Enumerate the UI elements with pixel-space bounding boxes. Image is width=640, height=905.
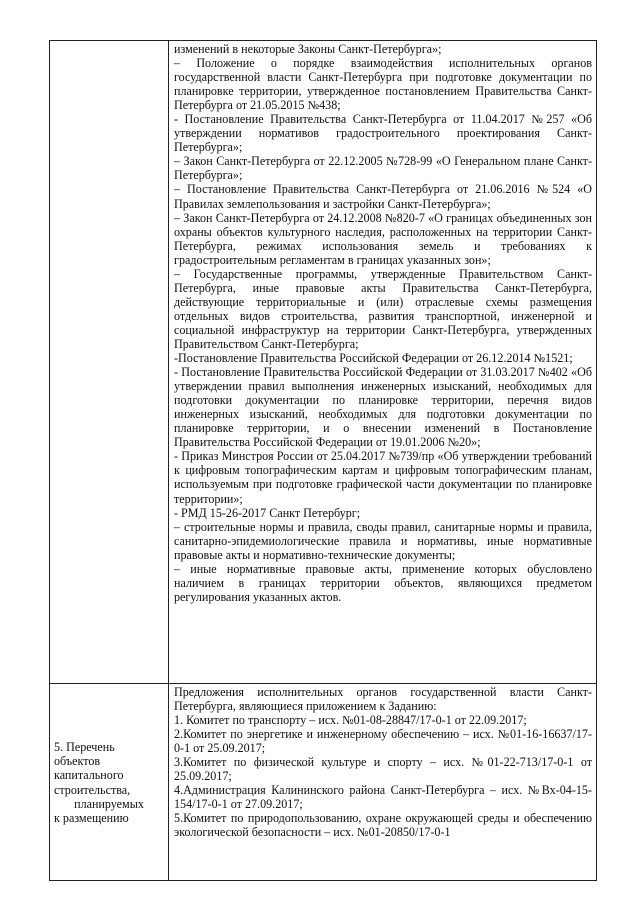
paragraph: – иные нормативные правовые акты, применение которых обусловлено наличием в границах территории объектов, являющихся предметом регулирования указанных актов. — [174, 561, 592, 604]
label-line: 5. Перечень — [54, 740, 115, 754]
label-line: объектов — [54, 754, 101, 769]
paragraph: 5.Комитет по природопользованию, охране окружающей среды и обеспечению экологической безопасности – исх. №01-20850/17-0-1 — [174, 811, 592, 840]
left-cell-empty — [50, 41, 169, 684]
section-label — [50, 684, 168, 825]
table-row — [50, 684, 597, 881]
paragraph: – Положение о порядке взаимодействия исполнительных органов государственной власти Санкт-Петербурга при подготовке документации по планировке территории, утвержденное постановлением Правительства Санкт-Петербурга от 21.05.2015 №438; — [174, 56, 592, 113]
label-line: к размещению — [54, 811, 129, 826]
paragraph: 1. Комитет по транспорту – исх. №01-08-28847/17-0-1 от 22.09.2017; — [174, 713, 527, 728]
label-line: капитального — [54, 768, 124, 783]
paragraph: – Закон Санкт-Петербурга от 22.12.2005 №728-99 «О Генеральном плане Санкт-Петербурга»; — [174, 154, 592, 183]
paragraph: 3.Комитет по физической культуре и спорту – исх. №01-22-713/17-0-1 от 25.09.2017; — [174, 755, 592, 784]
proposals-list — [169, 684, 596, 842]
paragraph: Предложения исполнительных органов государственной власти Санкт-Петербурга, являющиеся приложением к Заданию: — [174, 685, 592, 714]
paragraph: – Постановление Правительства Санкт-Петербурга от 21.06.2016 №524 «О Правилах землепользования и застройки Санкт-Петербурга»; — [174, 182, 592, 211]
table-row — [50, 41, 597, 684]
document-table — [49, 40, 597, 881]
paragraph: -Постановление Правительства Российской Федерации от 26.12.2014 №1521; — [174, 351, 573, 366]
section-label-cell — [50, 684, 169, 881]
label-line: строительства, — [54, 782, 131, 797]
label-line: планируемых — [74, 796, 144, 811]
paragraph: - Приказ Минстроя России от 25.04.2017 №739/пр «Об утверждении требований к цифровым топографическим картам и цифровым топографическим планам, используемым при подготовке графической части документации по планировке территории»; — [174, 449, 592, 506]
paragraph: 2.Комитет по энергетике и инженерному обеспечению – исх. №01-16-16637/17-0-1 от 25.09.2017; — [174, 727, 592, 756]
paragraph: – Государственные программы, утвержденные Правительством Санкт-Петербурга, иные правовые акты Правительства Санкт-Петербурга, действующие территориальные и (или) отраслевые схемы размещения отдельных видов строительства, развития транспортной, инженерной и социальной инфраструктур на территории Санкт-Петербурга, утвержденных Правительством Санкт-Петербурга; — [174, 266, 592, 351]
paragraph: 4.Администрация Калининского района Санкт-Петербурга – исх. №Вх-04-15-154/17-0-1 от 27.09.2017; — [174, 783, 592, 812]
regulations-cell — [169, 41, 597, 684]
paragraph: – строительные нормы и правила, своды правил, санитарные нормы и правила, санитарно-эпидемиологические правила и нормативы, иные нормативные правовые акты и нормативно-технические документы; — [174, 519, 592, 562]
regulations-list — [169, 41, 596, 606]
paragraph: - Постановление Правительства Санкт-Петербурга от 11.04.2017 №257 «Об утверждении нормативов градостроительного проектирования Санкт-Петербурга»; — [174, 112, 592, 155]
paragraph: изменений в некоторые Законы Санкт-Петербурга»; — [174, 42, 442, 56]
paragraph: – Закон Санкт-Петербурга от 24.12.2008 №820-7 «О границах объединенных зон охраны объектов культурного наследия, расположенных на территории Санкт-Петербурга, режимах использования земель и требованиях к градостроительным регламентам в границах указанных зон»; — [174, 210, 592, 267]
paragraph: - Постановление Правительства Российской Федерации от 31.03.2017 №402 «Об утверждении правил выполнения инженерных изысканий, необходимых для подготовки документации по планировке территории, перечня видов инженерных изысканий, необходимых для подготовки документации по планировке территории, и о внесении изменений в Постановление Правительства Российской Федерации от 19.01.2006 №20»; — [174, 365, 592, 450]
paragraph: - РМД 15-26-2017 Санкт Петербург; — [174, 505, 361, 520]
proposals-cell — [169, 684, 597, 881]
